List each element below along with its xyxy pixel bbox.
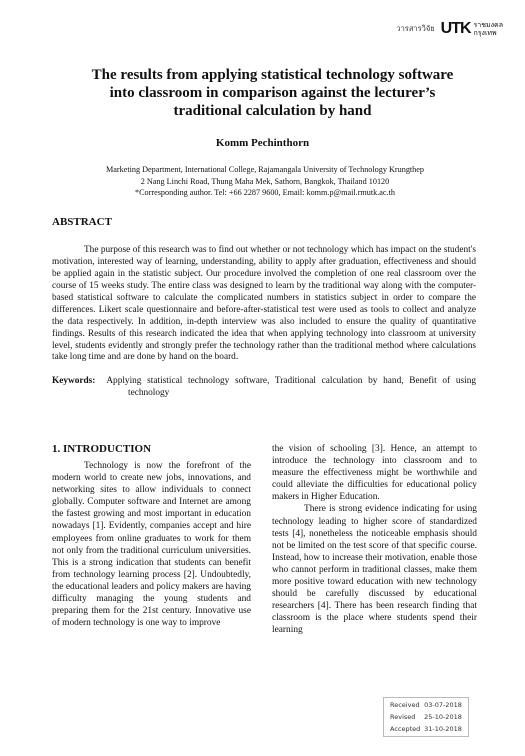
affiliation	[55, 164, 475, 199]
accepted-date: Accepted 31-10-2018	[390, 725, 462, 733]
keywords-text: Applying statistical technology software, Traditional calculation by hand, Benefit of using technology	[106, 376, 476, 398]
keywords-label: Keywords:	[52, 376, 96, 386]
abstract-heading: ABSTRACT	[52, 216, 112, 228]
affiliation-line2: 2 Nang Linchi Road, Thung Maha Mek, Sathorn, Bangkok, Thailand 10120	[140, 176, 390, 186]
university-logo	[441, 20, 503, 38]
left-column	[52, 443, 251, 629]
received-date: Received 03-07-2018	[390, 701, 462, 709]
paper-title: The results from applying statistical technology software into classroom in comparison against the lecturer’s traditional calculation by hand	[91, 67, 454, 119]
logo-text-line2: กรุงเทพ	[473, 29, 497, 37]
submission-dates	[383, 697, 469, 737]
intro-paragraph-3: There is strong evidence indicating for using technology leading to higher score of standardized tests [4], nonetheless the noticeable emphasis should not be limited on the test score of that specific course. Instead, how to increase their motivation, enable those who cannot perform in traditional classes, make them more positive toward education with new technology should be carefully discussed by educational researchers [4]. There has been research finding that classroom is the place where students spend their learning	[272, 504, 477, 636]
author-name: Komm Pechinthorn	[215, 137, 310, 149]
journal-name: วารสารวิจัย	[396, 24, 435, 33]
intro-paragraph-2: the vision of schooling [3]. Hence, an attempt to introduce the technology into classroom and to measure the effectiveness might be worthwhile and could alleviate the difficulties for educational policy makers in Higher Education.	[272, 444, 477, 503]
affiliation-line1: Marketing Department, International College, Rajamangala University of Technology Krungthep	[105, 165, 425, 174]
intro-paragraph-1: Technology is now the forefront of the modern world to create new jobs, innovations, and networking sites to allow individuals to connect globally. Computer software and Internet are among the fastest growing and most important in education nowadays [1]. Evidently, companies accept and hire employees from online graduates to work for them not only from the traditional curriculum universities. This is a strong indication that students can benefit from technology learning process [2]. Undoubtedly, the educational leaders and policy makers are having difficulty managing the young students and preparing them for the 21st century. Innovative use of modern technology is one way to improve	[52, 461, 251, 629]
logo-mark: UTK	[440, 20, 471, 37]
section-heading: 1. INTRODUCTION	[52, 443, 152, 455]
revised-date: Revised 25-10-2018	[390, 713, 462, 721]
abstract-text: The purpose of this research was to find out whether or not technology which has impact on the student's motivation, interested way of learning, understanding, ability to apply after graduation, effectiveness and should be applied again in the statistic subject. Our procedure involved the completion of one real classroom over the course of 15 weeks study. The entire class was designed to learn by the traditional way along with the computer-based statistical software to calculate the complicated numbers in statistics subject in order to compare the differences. Likert scale questionnaire and before-after-statistical test were used as tools to collect and analyze the data respectively. In addition, in-depth interview was also included to ensure the quality of quantitative findings. Results of this research indicated the idea that when applying technology into classroom at university level, students evidently and strongly prefer the technology rather than the traditional method where calculations take long time and are done by hand on the board.	[52, 245, 476, 363]
keywords	[52, 376, 476, 400]
affiliation-line3: *Corresponding author. Tel: +66 2287 9600, Email: komm.p@mail.rmutk.ac.th	[135, 188, 395, 197]
right-column	[272, 443, 477, 637]
logo-text-line1: ราชมงคล	[473, 21, 503, 29]
logo-text	[474, 21, 503, 37]
journal-header	[396, 20, 503, 38]
